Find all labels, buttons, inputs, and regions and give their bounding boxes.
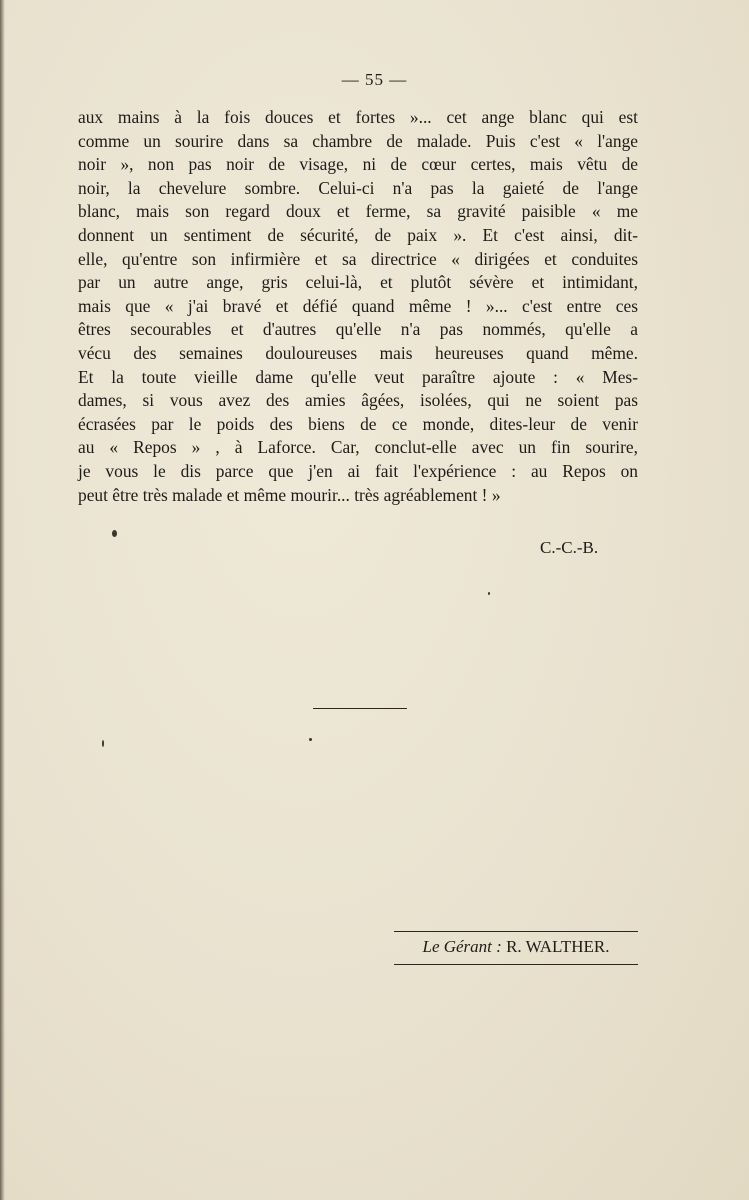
text-line: écrasées par le poids des biens de ce monde, dites-leur de venir	[78, 413, 638, 434]
page-edge-shadow	[0, 0, 5, 1200]
text-line: noir », non pas noir de visage, ni de cœur certes, mais vêtu de	[78, 154, 638, 175]
text-line: dames, si vous avez des amies âgées, isolées, qui ne soient pas	[78, 390, 638, 411]
author-signature: C.-C.-B.	[540, 538, 599, 557]
text-line: Et la toute vieille dame qu'elle veut paraître ajoute : « Mes-	[78, 366, 638, 387]
gerant-name: R. WALTHER.	[506, 937, 610, 956]
text-line: je vous le dis parce que j'en ai fait l'expérience : au Repos on	[78, 460, 638, 481]
footer-rule-bottom	[394, 964, 638, 965]
text-line: vécu des semaines douloureuses mais heureuses quand même.	[78, 342, 638, 363]
text-line: noir, la chevelure sombre. Celui-ci n'a pas la gaieté de l'ange	[78, 177, 638, 198]
section-divider	[313, 708, 407, 709]
text-line: mais que « j'ai bravé et défié quand même ! »... c'est entre ces	[78, 295, 638, 316]
paper-speck	[488, 592, 490, 595]
text-line: aux mains à la fois douces et fortes »... cet ange blanc qui est	[78, 107, 638, 127]
paper-speck	[112, 530, 117, 537]
text-line: donnent un sentiment de sécurité, de paix ». Et c'est ainsi, dit-	[78, 224, 638, 245]
footer-rule-top	[394, 931, 638, 932]
text-line: au « Repos » , à Laforce. Car, conclut-elle avec un fin sourire,	[78, 437, 638, 458]
text-line: êtres secourables et d'autres qu'elle n'a pas nommés, qu'elle a	[78, 319, 638, 340]
footer-gerant	[394, 937, 638, 957]
text-line: blanc, mais son regard doux et ferme, sa gravité paisible « me	[78, 201, 638, 222]
text-line: elle, qu'entre son infirmière et sa directrice « dirigées et conduites	[78, 248, 638, 269]
text-line: comme un sourire dans sa chambre de malade. Puis c'est « l'ange	[78, 130, 638, 151]
paper-speck	[102, 740, 104, 747]
page-number: — 55 —	[341, 70, 408, 89]
gerant-role: Le Gérant :	[422, 937, 502, 956]
text-line: peut être très malade et même mourir... très agréablement ! »	[78, 484, 501, 505]
text-line: par un autre ange, gris celui-là, et plutôt sévère et intimidant,	[78, 272, 638, 293]
body-paragraph	[78, 106, 638, 507]
paper-speck	[309, 738, 312, 741]
